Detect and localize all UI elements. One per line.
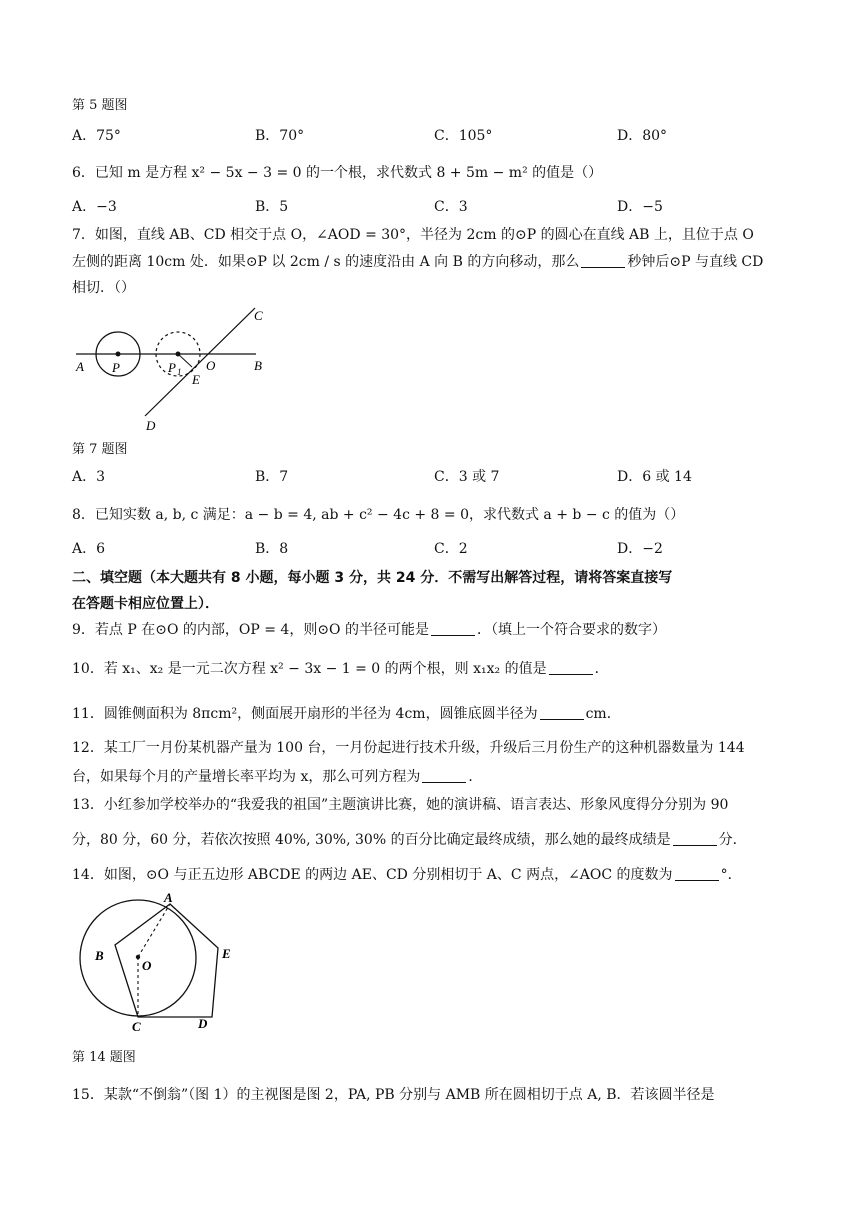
q13-answer-blank [673, 831, 717, 846]
q14-label-c: C [132, 1019, 141, 1034]
q7-label-d: D [146, 418, 156, 433]
q13-line-2-a: 分，80 分，60 分，若依次按照 40%, 30%, 30% 的百分比确定最终成绩，那么她的最终成绩是 [72, 832, 671, 848]
q7-label-o: O [206, 358, 216, 373]
q15-question: 15．某款“不倒翁”（图 1）的主视图是图 2，PA, PB 分别与 AMB 所在圆相切于点 A, B．若该圆半径是 [72, 1087, 715, 1103]
q14-text-a: 14．如图，⊙O 与正五边形 ABCDE 的两边 AE、CD 分别相切于 A、C 两点，∠AOC 的度数为 [72, 867, 673, 883]
q7-center-p [116, 352, 121, 357]
q6-question: 6．已知 m 是方程 x² − 5x − 3 = 0 的一个根，求代数式 8 + 5m − m² 的值是（） [72, 165, 603, 181]
q7-label-c: C [254, 308, 263, 323]
q12-line-2 [72, 767, 482, 787]
q7-label-p1: P [168, 360, 176, 375]
q14-figure [76, 892, 246, 1038]
q14-pentagon-abcde [115, 904, 218, 1017]
q7-option-d: D．6 或 14 [617, 469, 692, 485]
q6-option-b: B．5 [255, 199, 289, 215]
q10-text-b: ． [594, 661, 609, 677]
q7-line-2-b: 秒钟后⊙P 与直线 CD [627, 254, 764, 270]
q6-option-c: C．3 [434, 199, 468, 215]
q14-question [72, 865, 742, 885]
q7-line-2-a: 左侧的距离 10cm 处．如果⊙P 以 2cm / s 的速度沿由 A 向 B 的方向移动，那么 [72, 254, 580, 270]
q7-label-b: B [254, 358, 262, 373]
q9-question [72, 620, 666, 640]
q8-option-d: D．−2 [617, 541, 663, 557]
q10-question [72, 659, 609, 679]
q14-segment-oa [138, 904, 170, 957]
q7-line-2 [72, 252, 763, 272]
q5-option-b: B．70° [255, 128, 305, 144]
q13-line-2-b: 分． [718, 832, 747, 848]
q7-label-p1-subscript: 1 [177, 367, 182, 377]
q12-answer-blank [422, 768, 466, 783]
q8-option-b: B．8 [255, 541, 289, 557]
q7-caption: 第 7 题图 [72, 442, 128, 457]
q14-label-a: A [164, 892, 173, 905]
q7-label-p: P [112, 360, 120, 375]
q9-answer-blank [431, 621, 475, 636]
q6-options [72, 197, 832, 217]
q11-answer-blank [540, 705, 584, 720]
q14-center-o [136, 955, 140, 959]
q14-label-b: B [95, 948, 104, 963]
q5-option-d: D．80° [617, 128, 668, 144]
q7-option-c: C．3 或 7 [434, 469, 500, 485]
q5-option-c: C．105° [434, 128, 493, 144]
q7-option-a: A．3 [72, 469, 106, 485]
q10-text-a: 10．若 x₁、x₂ 是一元二次方程 x² − 3x − 1 = 0 的两个根，则 x₁x₂ 的值是 [72, 661, 547, 677]
q8-options [72, 539, 832, 559]
q6-option-a: A．−3 [72, 199, 117, 215]
q7-options [72, 467, 832, 487]
q7-figure [70, 304, 280, 434]
q11-text-b: cm． [585, 706, 621, 722]
q9-text-a: 9．若点 P 在⊙O 的内部，OP = 4，则⊙O 的半径可能是 [72, 622, 429, 638]
q7-answer-blank [581, 253, 625, 268]
q10-answer-blank [549, 660, 593, 675]
q13-line-1: 13．小红参加学校举办的“我爱我的祖国”主题演讲比赛，她的演讲稿、语言表达、形象风度得分分别为 90 [72, 797, 729, 813]
q7-label-e: E [192, 372, 200, 387]
q12-line-2-a: 台，如果每个月的产量增长率平均为 x，那么可列方程为 [72, 769, 421, 785]
q7-label-a: A [76, 359, 84, 374]
q12-line-1: 12．某工厂一月份某机器产量为 100 台，一月份起进行技术升级，升级后三月份生产的这种机器数量为 144 [72, 740, 745, 756]
q5-option-a: A．75° [72, 128, 121, 144]
q14-label-d: D [198, 1016, 208, 1031]
q7-line-cd [145, 308, 255, 416]
q8-option-c: C．2 [434, 541, 468, 557]
q8-option-a: A．6 [72, 541, 106, 557]
section-2-heading-line-1: 二、填空题（本大题共有 8 小题，每小题 3 分，共 24 分．不需写出解答过程，请将答案直接写 [72, 570, 673, 586]
q7-option-b: B．7 [255, 469, 289, 485]
section-2-heading-line-2: 在答题卡相应位置上）． [72, 596, 219, 612]
q12-line-2-b: ． [468, 769, 483, 785]
q13-line-2 [72, 830, 747, 850]
q8-question: 8．已知实数 a, b, c 满足：a − b = 4, ab + c² − 4c + 8 = 0，求代数式 a + b − c 的值为（） [72, 507, 685, 523]
q14-text-b: °． [720, 867, 742, 883]
q5-caption: 第 5 题图 [72, 98, 128, 113]
q14-label-e: E [222, 946, 231, 961]
q11-text-a: 11．圆锥侧面积为 8πcm²，侧面展开扇形的半径为 4cm，圆锥底圆半径为 [72, 706, 538, 722]
q7-line-1: 7．如图，直线 AB、CD 相交于点 O，∠AOD = 30°，半径为 2cm 的⊙P 的圆心在直线 AB 上，且位于点 O [72, 227, 754, 243]
q9-text-b: ．（填上一个符合要求的数字） [476, 622, 666, 638]
q5-options [72, 126, 832, 146]
q6-option-d: D．−5 [617, 199, 663, 215]
q11-question [72, 704, 621, 724]
q7-radius-p1e [178, 354, 192, 367]
q7-line-3: 相切．（） [72, 280, 135, 296]
q14-caption: 第 14 题图 [72, 1050, 136, 1065]
q14-answer-blank [675, 866, 719, 881]
q14-label-o: O [142, 958, 152, 973]
